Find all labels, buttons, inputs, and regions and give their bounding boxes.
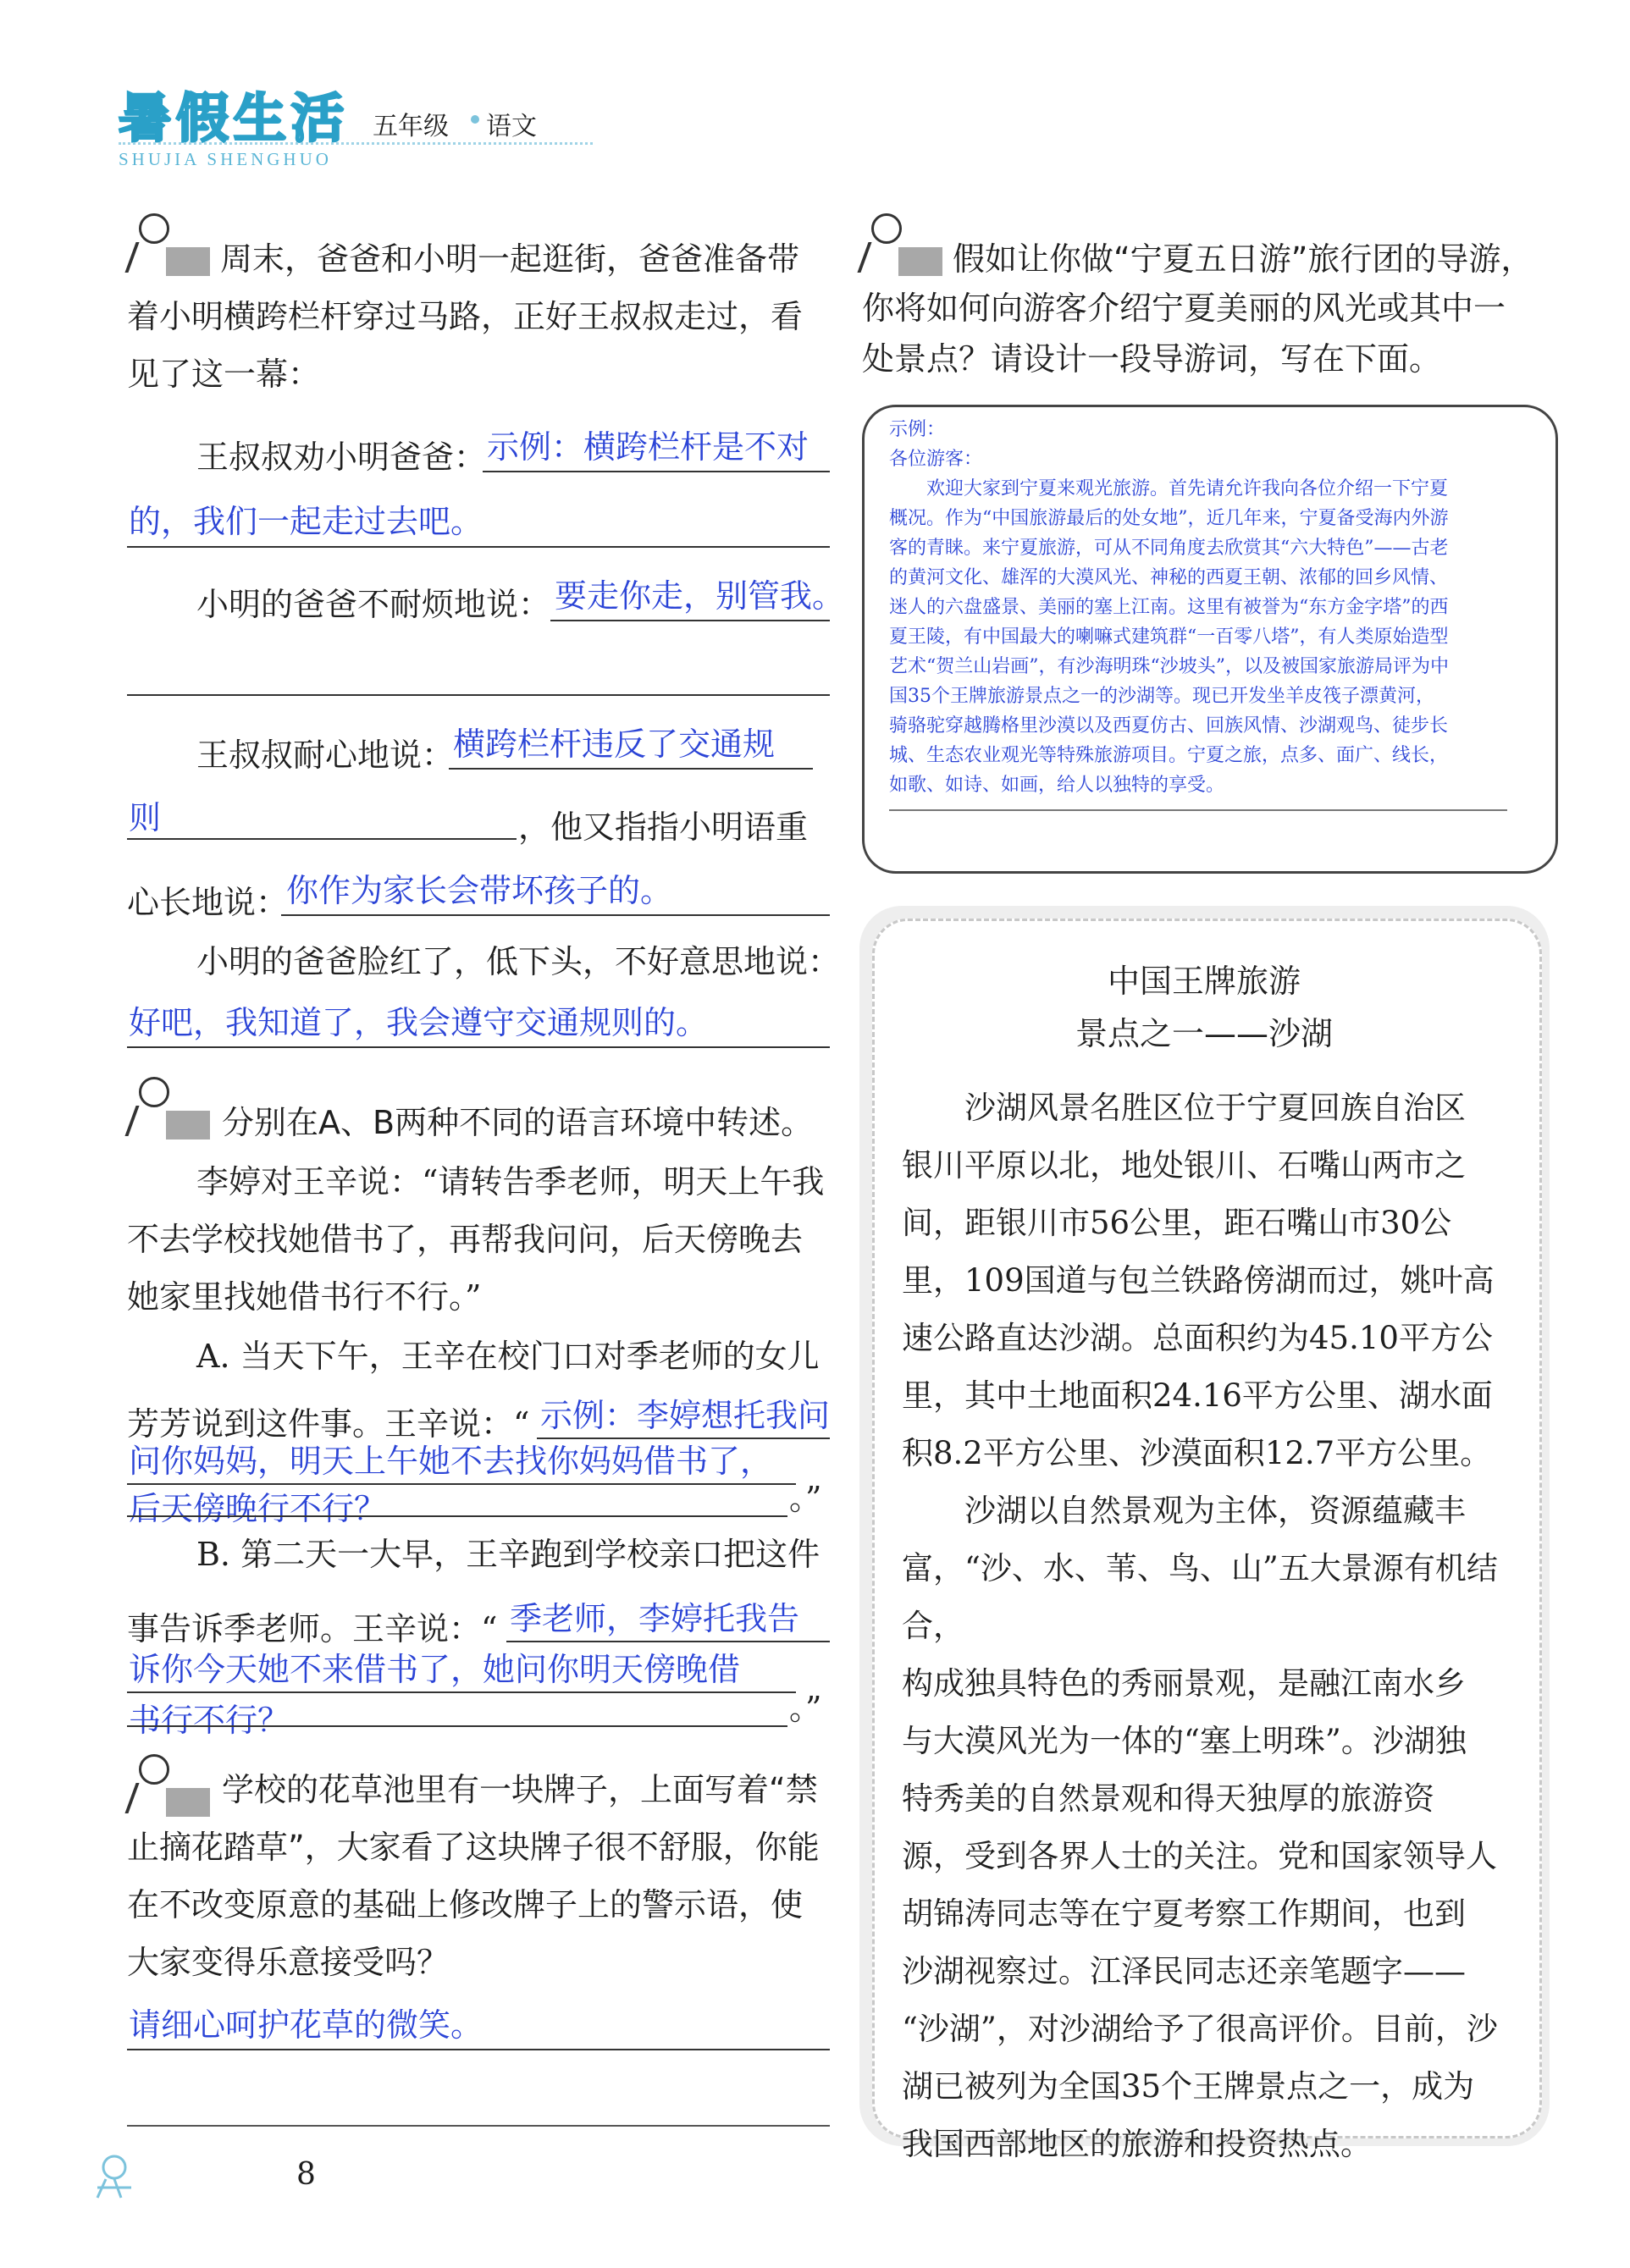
q2-a-answer-cont2: 后天傍晚行不行？ bbox=[129, 1490, 387, 1527]
guide-speech-line: 骑骆驼穿越腾格里沙漠以及西夏仿古、回族风情、沙湖观鸟、徒步长 bbox=[889, 715, 1449, 737]
reading-line: 特秀美的自然景观和得天独厚的旅游资 bbox=[902, 1780, 1434, 1817]
answer-line bbox=[127, 694, 830, 696]
answer-line bbox=[127, 2049, 830, 2050]
reading-line: “沙湖”，对沙湖给予了很高评价。目前，沙 bbox=[902, 2011, 1498, 2047]
q2-b-close-quote: 。” bbox=[789, 1690, 822, 1727]
reading-title-line2: 景点之一——沙湖 bbox=[1075, 1015, 1333, 1052]
guide-speech-line: 城、生态农业观光等特殊旅游项目。宁夏之旅，点多、面广、线长， bbox=[889, 745, 1449, 766]
separator-dot-icon bbox=[471, 115, 479, 124]
q2-passage-line3: 她家里找她借书行不行。” bbox=[127, 1278, 482, 1316]
q4-prompt-line3: 处景点？请设计一段导游词，写在下面。 bbox=[862, 340, 1442, 378]
q1-uncle-patient-tail: ，他又指指小明语重 bbox=[518, 808, 809, 846]
q1-uncle-patient-answer-cont: 则 bbox=[129, 799, 162, 836]
reading-line: 源，受到各界人士的关注。党和国家领导人 bbox=[902, 1838, 1497, 1874]
q2-b-line1: B. 第二天一大早，王辛跑到学校亲口把这件 bbox=[196, 1536, 821, 1573]
answer-line bbox=[127, 1515, 787, 1517]
q1-uncle-advice-label: 王叔叔劝小明爸爸： bbox=[196, 439, 487, 476]
q2-a-line2: 芳芳说到这件事。王辛说：“ bbox=[127, 1405, 530, 1443]
q2-a-answer-cont1: 问你妈妈，明天上午她不去找你妈妈借书了， bbox=[129, 1443, 773, 1480]
guide-speech-line: 各位游客： bbox=[889, 449, 983, 470]
guide-speech-line: 概况。作为“中国旅游最后的处女地”，近几年来，宁夏备受海内外游 bbox=[889, 508, 1449, 529]
q3-answer: 请细心呵护花草的微笑。 bbox=[129, 2006, 483, 2044]
q1-uncle-advice-answer-cont: 的，我们一起走过去吧。 bbox=[129, 503, 483, 540]
q1-father-reply-answer: 要走你走，别管我。 bbox=[555, 577, 845, 615]
series-logo: 暑假生活 bbox=[119, 87, 350, 149]
answer-line bbox=[483, 471, 830, 472]
reading-line: 沙湖视察过。江泽民同志还亲笔题字—— bbox=[902, 1953, 1466, 1989]
grade-label: 五年级 bbox=[373, 112, 449, 141]
q1-prompt-line3: 见了这一幕： bbox=[127, 356, 321, 393]
guide-speech-line: 国35个王牌旅游景点之一的沙湖等。现已开发坐羊皮筏子漂黄河， bbox=[889, 686, 1434, 707]
answer-line bbox=[889, 809, 1507, 811]
guide-speech-line: 示例： bbox=[889, 419, 946, 440]
guide-speech-line: 夏王陵，有中国最大的喇嘛式建筑群“一百零八塔”，有人类原始造型 bbox=[889, 626, 1449, 648]
reading-line: 里，109国道与包兰铁路傍湖而过，姚叶高 bbox=[902, 1262, 1495, 1299]
footer-divider bbox=[127, 2125, 830, 2127]
answer-line bbox=[550, 620, 830, 621]
q3-prompt-line1: 学校的花草池里有一块牌子，上面写着“禁 bbox=[222, 1771, 818, 1808]
q2-b-answer-cont2: 书行不行？ bbox=[129, 1702, 290, 1739]
q2-a-close-quote: 。” bbox=[789, 1480, 822, 1517]
reading-line: 沙湖以自然景观为主体，资源蕴藏丰 bbox=[902, 1493, 1466, 1529]
q1-father-reply-label: 小明的爸爸不耐烦地说： bbox=[196, 586, 551, 623]
guide-speech-answer bbox=[889, 415, 1533, 800]
q3-prompt-line2: 止摘花踏草”，大家看了这块牌子很不舒服，你能 bbox=[127, 1829, 820, 1866]
q2-b-answer: 季老师，李婷托我告 bbox=[510, 1600, 800, 1637]
reading-line: 银川平原以北，地处银川、石嘴山两市之 bbox=[902, 1147, 1466, 1184]
q2-passage-line1: 李婷对王辛说：“请转告季老师，明天上午我 bbox=[196, 1163, 825, 1200]
guide-speech-line: 艺术“贺兰山岩画”，有沙海明珠“沙坡头”，以及被国家旅游局评为中 bbox=[889, 656, 1449, 677]
reading-line: 速公路直达沙湖。总面积约为45.10平方公 bbox=[902, 1320, 1493, 1356]
reading-line: 与大漠风光为一体的“塞上明珠”。沙湖独 bbox=[902, 1723, 1467, 1759]
q4-prompt-line1: 假如让你做“宁夏五日游”旅行团的导游， bbox=[953, 240, 1533, 278]
q3-prompt-line3: 在不改变原意的基础上修改牌子上的警示语，使 bbox=[127, 1886, 804, 1923]
answer-line bbox=[127, 1691, 796, 1693]
answer-line bbox=[127, 838, 517, 840]
q4-prompt-line2: 你将如何向游客介绍宁夏美丽的风光或其中一 bbox=[862, 290, 1506, 327]
q1-prompt-line2: 着小明横跨栏杆穿过马路，正好王叔叔走过，看 bbox=[127, 298, 804, 335]
guide-speech-line: 迷人的六盘盛景、美丽的塞上江南。这里有被誉为“东方金字塔”的西 bbox=[889, 597, 1449, 618]
question-figure-icon bbox=[127, 1752, 212, 1820]
guide-speech-line: 客的青睐。来宁夏旅游，可从不同角度去欣赏其“六大特色”——古老 bbox=[889, 538, 1449, 559]
answer-line bbox=[449, 768, 813, 770]
q1-father-blush-answer: 好吧，我知道了，我会遵守交通规则的。 bbox=[129, 1004, 709, 1041]
reading-line: 构成独具特色的秀丽景观，是融江南水乡 bbox=[902, 1665, 1466, 1702]
reading-line: 里，其中土地面积24.16平方公里、湖水面 bbox=[902, 1377, 1493, 1414]
reading-passage bbox=[902, 1079, 1528, 2173]
question-figure-icon bbox=[859, 212, 944, 279]
reading-line: 间，距银川市56公里，距石嘴山市30公 bbox=[902, 1205, 1452, 1241]
answer-line bbox=[127, 546, 830, 548]
answer-line bbox=[281, 914, 830, 916]
reading-line: 沙湖风景名胜区位于宁夏回族自治区 bbox=[902, 1090, 1466, 1126]
question-figure-icon bbox=[127, 212, 212, 279]
q2-passage-line2: 不去学校找她借书了，再帮我问问，后天傍晚去 bbox=[127, 1221, 804, 1258]
q3-prompt-line4: 大家变得乐意接受吗？ bbox=[127, 1944, 450, 1981]
answer-line bbox=[127, 1483, 796, 1485]
guide-speech-line: 欢迎大家到宁夏来观光旅游。首先请允许我向各位介绍一下宁夏 bbox=[889, 478, 1449, 499]
q1-uncle-patient-answer: 横跨栏杆违反了交通规 bbox=[453, 726, 776, 763]
reading-title-line1: 中国王牌旅游 bbox=[1107, 963, 1301, 1000]
reading-line: 胡锦涛同志等在宁夏考察工作期间，也到 bbox=[902, 1896, 1466, 1932]
guide-speech-line: 如歌、如诗、如画，给人以独特的享受。 bbox=[889, 775, 1225, 796]
answer-line bbox=[537, 1438, 830, 1439]
q1-earnest-answer: 你作为家长会带坏孩子的。 bbox=[286, 872, 673, 909]
page-number: 8 bbox=[296, 2157, 316, 2192]
reading-line: 富，“沙、水、苇、鸟、山”五大景源有机结合， bbox=[902, 1550, 1498, 1644]
q2-a-answer: 示例：李婷想托我问 bbox=[540, 1397, 831, 1434]
guide-speech-line: 的黄河文化、雄浑的大漠风光、神秘的西夏王朝、浓郁的回乡风情、 bbox=[889, 567, 1449, 588]
q2-a-line1: A. 当天下午，王辛在校门口对季老师的女儿 bbox=[196, 1338, 820, 1375]
header-divider bbox=[119, 142, 593, 145]
answer-line bbox=[127, 1725, 787, 1727]
footer-figure-icon bbox=[80, 2150, 140, 2201]
q1-father-blush-label: 小明的爸爸脸红了，低下头，不好意思地说： bbox=[196, 943, 841, 980]
reading-line: 湖已被列为全国35个王牌景点之一，成为 bbox=[902, 2068, 1475, 2105]
question-figure-icon bbox=[127, 1075, 212, 1143]
q1-uncle-patient-label: 王叔叔耐心地说： bbox=[196, 737, 455, 774]
reading-line: 积8.2平方公里、沙漠面积12.7平方公里。 bbox=[902, 1435, 1492, 1471]
q2-prompt: 分别在A、B两种不同的语言环境中转述。 bbox=[222, 1104, 814, 1141]
q1-prompt-line1: 周末，爸爸和小明一起逛街，爸爸准备带 bbox=[220, 240, 800, 278]
answer-line bbox=[127, 1046, 830, 1048]
q2-b-line2: 事告诉季老师。王辛说：“ bbox=[127, 1610, 498, 1647]
q1-earnest-label: 心长地说： bbox=[127, 884, 289, 921]
reading-line: 我国西部地区的旅游和投资热点。 bbox=[902, 2126, 1372, 2162]
subject-label: 语文 bbox=[486, 112, 537, 141]
q1-uncle-advice-answer: 示例：横跨栏杆是不对 bbox=[487, 428, 809, 466]
series-logo-pinyin: SHUJIA SHENGHUO bbox=[119, 149, 332, 169]
q2-b-answer-cont1: 诉你今天她不来借书了，她问你明天傍晚借 bbox=[129, 1651, 741, 1688]
answer-line bbox=[506, 1641, 830, 1642]
